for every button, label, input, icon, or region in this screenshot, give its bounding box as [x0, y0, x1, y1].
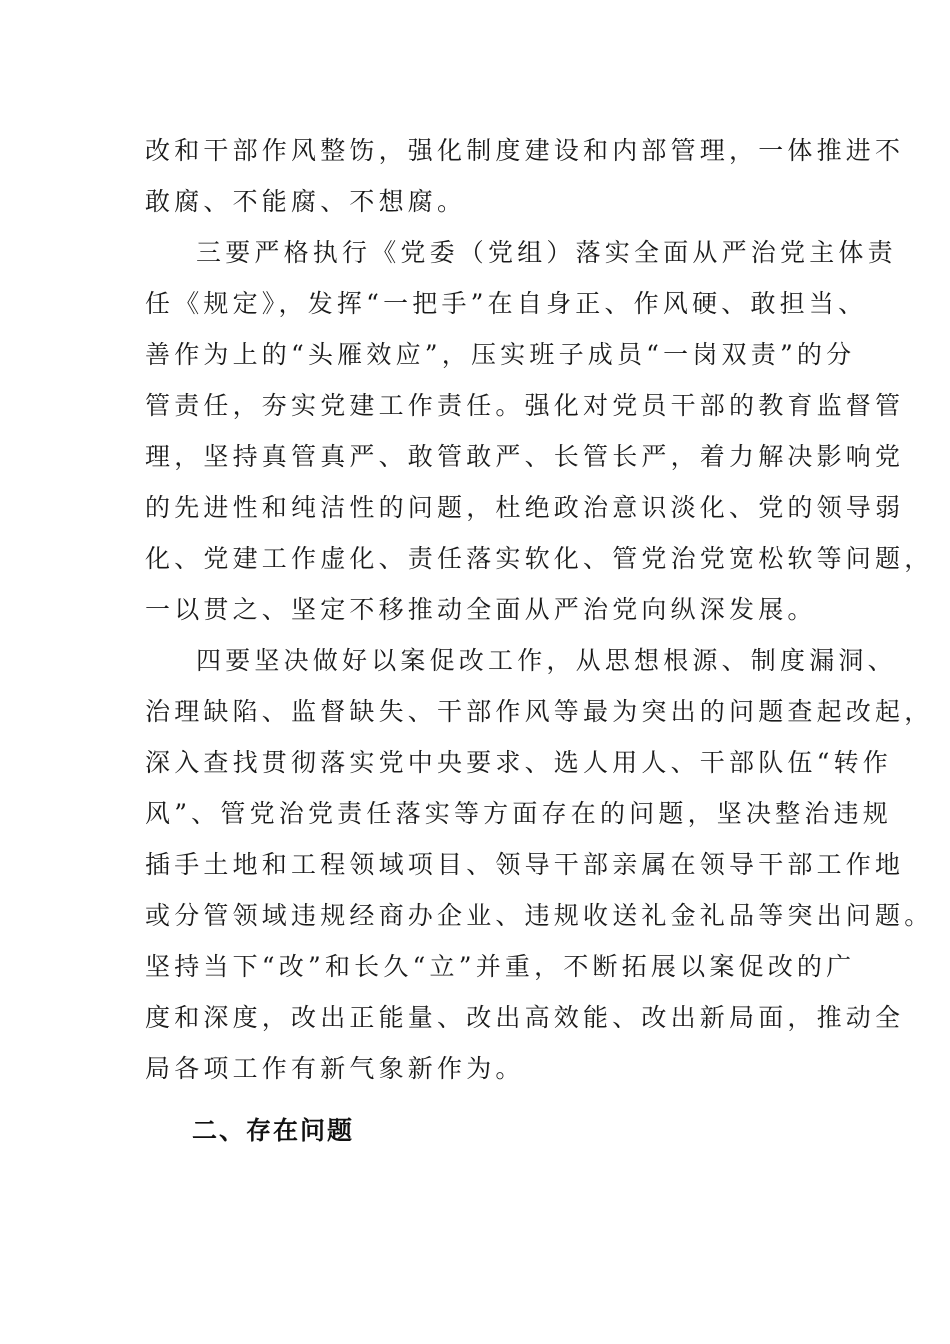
paragraph-2-line-2: 任《规定》，发挥“一把手”在自身正、作风硬、敢担当、 — [145, 289, 868, 318]
paragraph-1-line-1: 改和干部作风整饬，强化制度建设和内部管理，一体推进不 — [145, 136, 905, 165]
paragraph-2-line-8: 一以贯之、坚定不移推动全面从严治党向纵深发展。 — [145, 595, 817, 624]
paragraph-3-line-6: 或分管领域违规经商办企业、违规收送礼金礼品等突出问题。 — [145, 901, 934, 930]
paragraph-3-line-5: 插手土地和工程领域项目、领导干部亲属在领导干部工作地 — [145, 850, 905, 879]
paragraph-3-line-1: 四要坚决做好以案促改工作，从思想根源、制度漏洞、 — [196, 646, 897, 675]
paragraph-2-line-5: 理，坚持真管真严、敢管敢严、长管长严，着力解决影响党 — [145, 442, 905, 471]
paragraph-3-line-9: 局各项工作有新气象新作为。 — [145, 1054, 525, 1083]
paragraph-1-line-2: 敢腐、不能腐、不想腐。 — [145, 187, 467, 216]
paragraph-2-line-6: 的先进性和纯洁性的问题，杜绝政治意识淡化、党的领导弱 — [145, 493, 905, 522]
paragraph-3-line-4: 风”、管党治党责任落实等方面存在的问题，坚决整治违规 — [145, 799, 892, 828]
paragraph-3-line-7: 坚持当下“改”和长久“立”并重，不断拓展以案促改的广 — [145, 952, 856, 981]
paragraph-2-line-1: 三要严格执行《党委（党组）落实全面从严治党主体责 — [196, 238, 897, 267]
paragraph-3-line-3: 深入查找贯彻落实党中央要求、选人用人、干部队伍“转作 — [145, 748, 892, 777]
section-heading: 二、存在问题 — [192, 1116, 355, 1145]
paragraph-2-line-3: 善作为上的“头雁效应”，压实班子成员“一岗双责”的分 — [145, 340, 856, 369]
paragraph-2-line-7: 化、党建工作虚化、责任落实软化、管党治党宽松软等问题， — [145, 544, 934, 573]
paragraph-3-line-8: 度和深度，改出正能量、改出高效能、改出新局面，推动全 — [145, 1003, 905, 1032]
paragraph-3-line-2: 治理缺陷、监督缺失、干部作风等最为突出的问题查起改起， — [145, 697, 934, 726]
paragraph-2-line-4: 管责任，夯实党建工作责任。强化对党员干部的教育监督管 — [145, 391, 905, 420]
